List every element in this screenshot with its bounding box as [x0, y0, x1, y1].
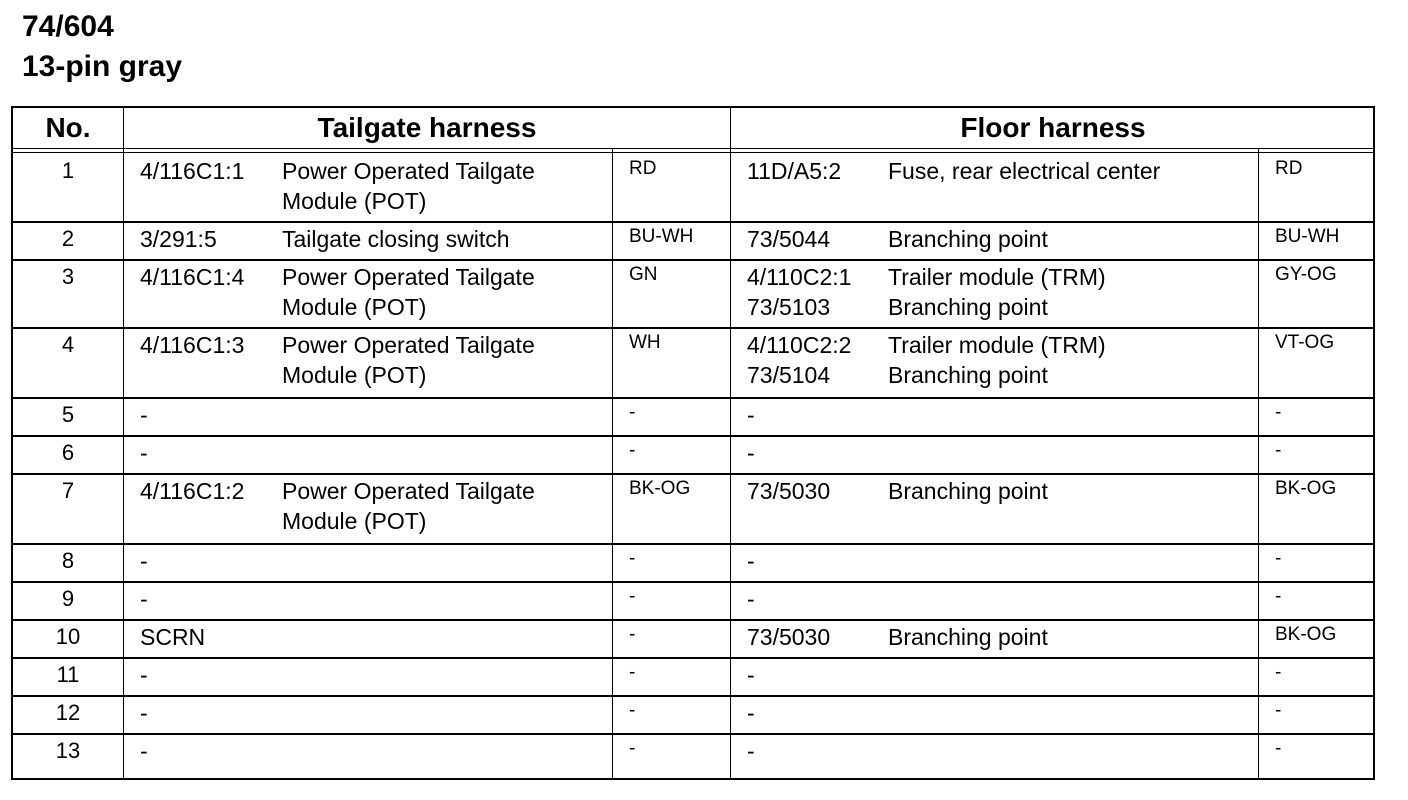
row-divider — [13, 473, 1373, 475]
floor-connector-ref: - — [747, 700, 755, 726]
pin-number: 1 — [61, 158, 75, 183]
tailgate-connector-ref: - — [140, 586, 148, 612]
floor-wire-color: VT-OG — [1275, 332, 1335, 353]
tailgate-wire-color: - — [629, 402, 636, 423]
floor-description: Branching point — [888, 362, 1048, 388]
floor-wire-color: - — [1275, 662, 1282, 683]
connector-description: 13-pin gray — [22, 50, 183, 83]
tailgate-description: Power Operated Tailgate — [282, 332, 535, 358]
tailgate-description: Power Operated Tailgate — [282, 478, 535, 504]
floor-connector-ref: 73/5103 — [747, 294, 831, 320]
tailgate-wire-color: WH — [629, 332, 661, 353]
row-divider — [13, 327, 1373, 329]
tailgate-wire-color: - — [629, 738, 636, 759]
tailgate-connector-ref: - — [140, 738, 148, 764]
floor-connector-ref: - — [747, 402, 755, 428]
floor-connector-ref: 73/5030 — [747, 478, 831, 504]
tailgate-description: Module (POT) — [282, 508, 427, 534]
floor-wire-color: - — [1275, 586, 1282, 607]
column-divider — [1258, 148, 1259, 778]
pin-number: 9 — [61, 586, 75, 611]
pin-number: 6 — [61, 440, 75, 465]
floor-description: Branching point — [888, 294, 1048, 320]
header-divider — [13, 148, 1373, 149]
tailgate-wire-color: - — [629, 700, 636, 721]
tailgate-description: Power Operated Tailgate — [282, 264, 535, 290]
row-divider — [13, 733, 1373, 735]
tailgate-connector-ref: - — [140, 440, 148, 466]
pin-number: 7 — [61, 478, 75, 503]
floor-description: Trailer module (TRM) — [888, 332, 1106, 358]
tailgate-wire-color: - — [629, 440, 636, 461]
tailgate-wire-color: BK-OG — [629, 478, 691, 499]
pin-number: 12 — [55, 700, 81, 725]
row-divider — [13, 435, 1373, 437]
floor-wire-color: - — [1275, 738, 1282, 759]
tailgate-description: Module (POT) — [282, 294, 427, 320]
floor-connector-ref: 73/5030 — [747, 624, 831, 650]
floor-connector-ref: 4/110C2:2 — [747, 332, 852, 358]
floor-wire-color: - — [1275, 440, 1282, 461]
tailgate-description: Tailgate closing switch — [282, 226, 510, 252]
column-divider — [123, 108, 124, 778]
tailgate-wire-color: GN — [629, 264, 658, 285]
floor-wire-color: - — [1275, 548, 1282, 569]
floor-connector-ref: - — [747, 662, 755, 688]
tailgate-connector-ref: 4/116C1:1 — [140, 158, 245, 184]
pin-number: 13 — [55, 738, 81, 763]
header-divider — [13, 152, 1373, 153]
row-divider — [13, 581, 1373, 583]
floor-connector-ref: 11D/A5:2 — [747, 158, 842, 184]
floor-connector-ref: - — [747, 548, 755, 574]
floor-connector-ref: - — [747, 586, 755, 612]
tailgate-connector-ref: 4/116C1:2 — [140, 478, 245, 504]
floor-description: Branching point — [888, 624, 1048, 650]
pin-number: 5 — [61, 402, 75, 427]
tailgate-connector-ref: 3/291:5 — [140, 226, 217, 252]
pin-number: 11 — [56, 662, 80, 687]
tailgate-connector-ref: - — [140, 700, 148, 726]
floor-wire-color: RD — [1275, 158, 1303, 179]
floor-wire-color: - — [1275, 402, 1282, 423]
pin-number: 2 — [61, 226, 75, 251]
tailgate-connector-ref: - — [140, 548, 148, 574]
column-divider — [612, 148, 613, 778]
pin-number: 8 — [61, 548, 75, 573]
tailgate-description: Module (POT) — [282, 188, 427, 214]
floor-connector-ref: - — [747, 738, 755, 764]
tailgate-connector-ref: 4/116C1:3 — [140, 332, 245, 358]
floor-connector-ref: 73/5044 — [747, 226, 831, 252]
tailgate-connector-ref: - — [140, 662, 148, 688]
tailgate-wire-color: RD — [629, 158, 657, 179]
tailgate-wire-color: - — [629, 548, 636, 569]
pinout-table — [11, 106, 1375, 780]
floor-description: Branching point — [888, 478, 1048, 504]
row-divider — [13, 259, 1373, 261]
floor-connector-ref: - — [747, 440, 755, 466]
floor-description: Fuse, rear electrical center — [888, 158, 1161, 184]
row-divider — [13, 397, 1373, 399]
tailgate-wire-color: - — [629, 662, 636, 683]
row-divider — [13, 619, 1373, 621]
column-divider — [730, 108, 731, 778]
header-no: No. — [45, 112, 91, 143]
tailgate-wire-color: - — [629, 586, 636, 607]
row-divider — [13, 695, 1373, 697]
tailgate-connector-ref: - — [140, 402, 148, 428]
connector-id: 74/604 — [22, 10, 114, 43]
header-tailgate-harness: Tailgate harness — [317, 112, 537, 143]
floor-wire-color: BK-OG — [1275, 624, 1337, 645]
row-divider — [13, 543, 1373, 545]
tailgate-wire-color: - — [629, 624, 636, 645]
floor-description: Branching point — [888, 226, 1048, 252]
floor-wire-color: GY-OG — [1275, 264, 1337, 285]
floor-wire-color: BK-OG — [1275, 478, 1337, 499]
floor-description: Trailer module (TRM) — [888, 264, 1106, 290]
tailgate-wire-color: BU-WH — [629, 226, 694, 247]
tailgate-description: Module (POT) — [282, 362, 427, 388]
floor-wire-color: - — [1275, 700, 1282, 721]
floor-connector-ref: 73/5104 — [747, 362, 831, 388]
row-divider — [13, 221, 1373, 223]
tailgate-connector-ref: 4/116C1:4 — [140, 264, 245, 290]
row-divider — [13, 657, 1373, 659]
tailgate-connector-ref: SCRN — [140, 624, 206, 650]
header-floor-harness: Floor harness — [960, 112, 1146, 143]
floor-connector-ref: 4/110C2:1 — [747, 264, 852, 290]
pin-number: 10 — [55, 624, 81, 649]
tailgate-description: Power Operated Tailgate — [282, 158, 535, 184]
pin-number: 3 — [61, 264, 75, 289]
pin-number: 4 — [61, 332, 75, 357]
floor-wire-color: BU-WH — [1275, 226, 1340, 247]
